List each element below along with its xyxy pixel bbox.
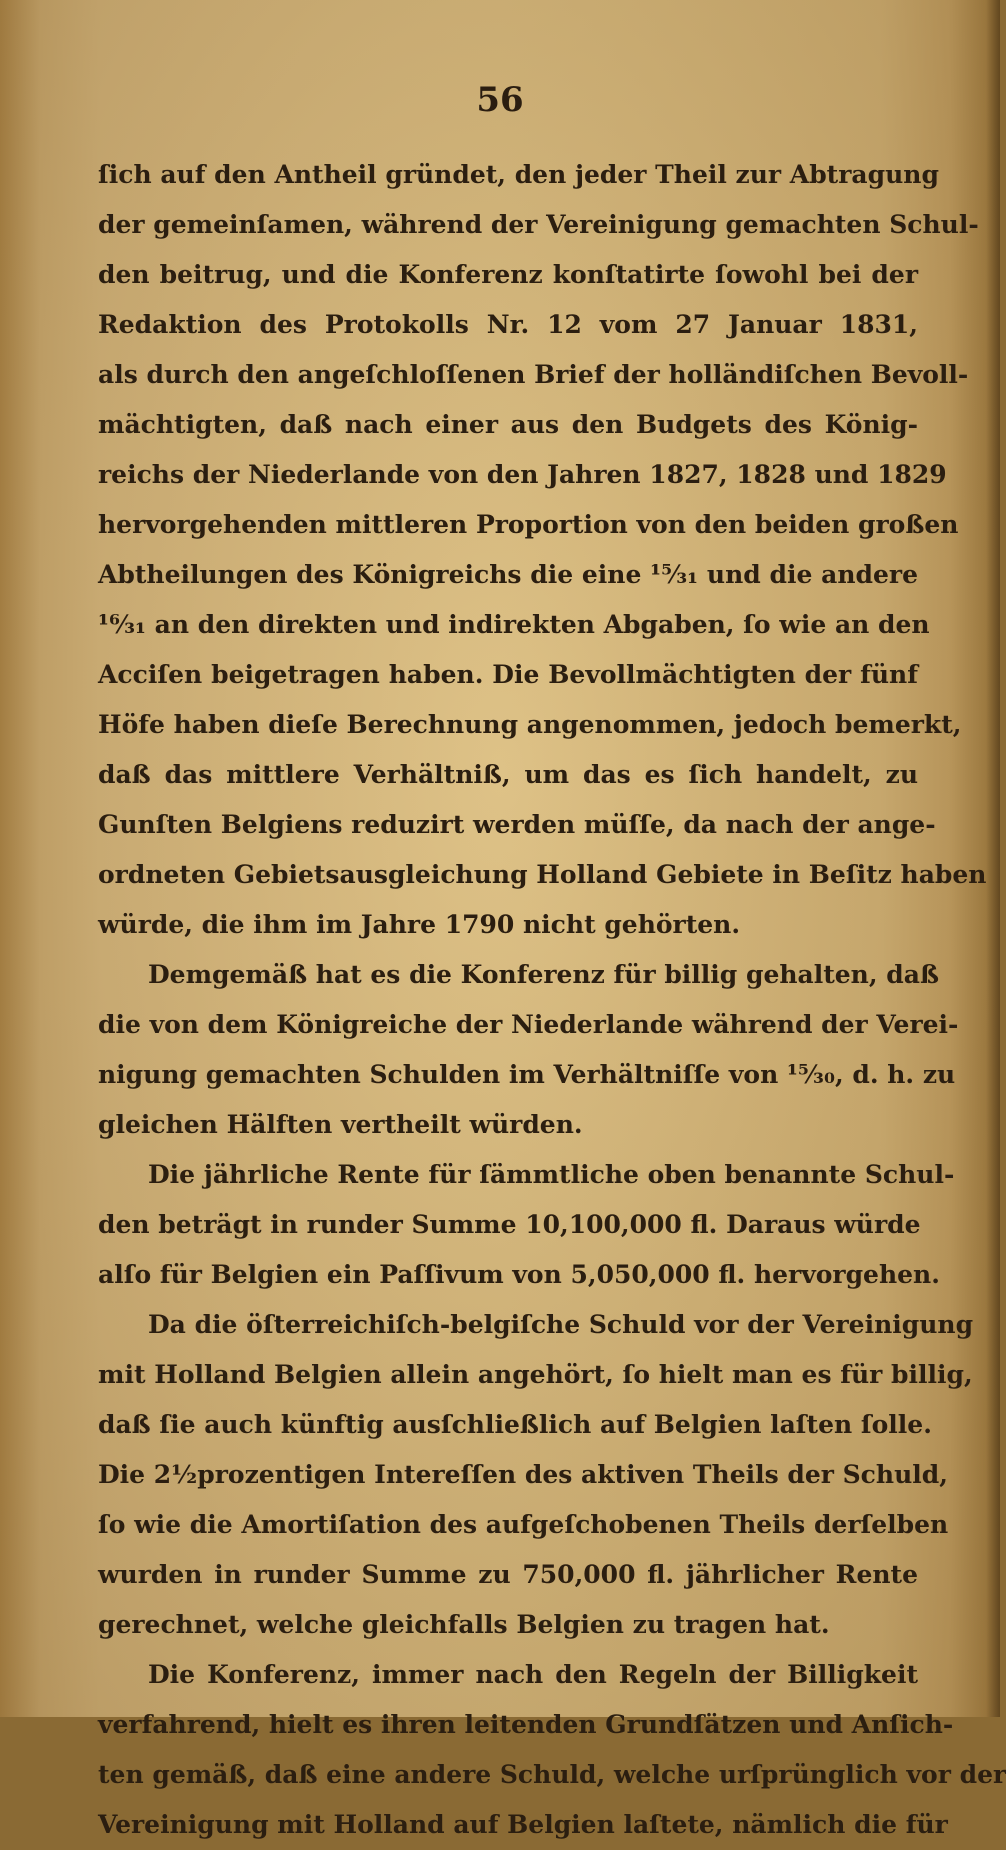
text-line: ordneten Gebietsausgleichung Holland Gebiete in Beſitz haben — [98, 860, 987, 889]
text-line: würde, die ihm im Jahre 1790 nicht gehörten. — [98, 910, 741, 939]
text-line: Da die öſterreichiſch-belgiſche Schuld vor der Vereinigung — [148, 1310, 974, 1339]
text-line: verfahrend, hielt es ihren leitenden Grundſätzen und Anſich- — [98, 1710, 954, 1739]
text-line: hervorgehenden mittleren Proportion von den beiden großen — [98, 510, 959, 539]
text-line: gerechnet, welche gleichfalls Belgien zu tragen hat. — [98, 1610, 830, 1639]
text-line: ten gemäß, daß eine andere Schuld, welche urſprünglich vor der — [98, 1760, 1006, 1789]
text-line: Die 2½prozentigen Intereſſen des aktiven Theils der Schuld, — [98, 1460, 948, 1489]
text-line: mächtigten, daß nach einer aus den Budgets des König- — [98, 410, 918, 439]
text-line: daß das mittlere Verhältniß, um das es ſich handelt, zu — [98, 760, 918, 789]
text-line: alſo für Belgien ein Paſſivum von 5,050,000 fl. hervorgehen. — [98, 1260, 940, 1289]
text-line: Die Konferenz, immer nach den Regeln der Billigkeit — [148, 1660, 918, 1689]
text-line: Gunſten Belgiens reduzirt werden müſſe, da nach der ange- — [98, 810, 936, 839]
text-line: Abtheilungen des Königreichs die eine ¹⁵⁄₃₁ und die andere — [98, 560, 918, 589]
text-line: den beträgt in runder Summe 10,100,000 fl. Daraus würde — [98, 1210, 921, 1239]
text-line: daß ſie auch künftig ausſchließlich auf Belgien laſten ſolle. — [98, 1410, 932, 1439]
text-line: Vereinigung mit Holland auf Belgien laſtete, nämlich die für — [98, 1810, 948, 1839]
text-line: ſo wie die Amortiſation des aufgeſchobenen Theils derſelben — [98, 1510, 949, 1539]
text-line: Höfe haben dieſe Berechnung angenommen, jedoch bemerkt, — [98, 710, 962, 739]
text-line: wurden in runder Summe zu 750,000 fl. jährlicher Rente — [98, 1560, 918, 1589]
text-line: die von dem Königreiche der Niederlande während der Verei- — [98, 1010, 959, 1039]
page-text-body — [98, 150, 1006, 1850]
text-line: nigung gemachten Schulden im Verhältniſſe von ¹⁵⁄₃₀, d. h. zu — [98, 1060, 956, 1089]
text-line: der gemeinſamen, während der Vereinigung gemachten Schul- — [98, 210, 979, 239]
text-line: Redaktion des Protokolls Nr. 12 vom 27 Januar 1831, — [98, 310, 918, 339]
page-number: 56 — [476, 80, 524, 120]
text-line: Die jährliche Rente für ſämmtliche oben benannte Schul- — [148, 1160, 955, 1189]
text-line: Acciſen beigetragen haben. Die Bevollmächtigten der fünf — [98, 660, 918, 689]
text-line: den beitrug, und die Konferenz konſtatirte ſowohl bei der — [98, 260, 918, 289]
text-line: ſich auf den Antheil gründet, den jeder Theil zur Abtragung — [98, 160, 939, 189]
text-line: reichs der Niederlande von den Jahren 1827, 1828 und 1829 — [98, 460, 947, 489]
text-line: mit Holland Belgien allein angehört, ſo hielt man es für billig, — [98, 1360, 973, 1389]
text-line: gleichen Hälften vertheilt würden. — [98, 1110, 583, 1139]
text-line: ¹⁶⁄₃₁ an den direkten und indirekten Abgaben, ſo wie an den — [98, 610, 930, 639]
text-line: Demgemäß hat es die Konferenz für billig gehalten, daß — [148, 960, 939, 989]
text-line: als durch den angeſchloſſenen Brief der holländiſchen Bevoll- — [98, 360, 969, 389]
